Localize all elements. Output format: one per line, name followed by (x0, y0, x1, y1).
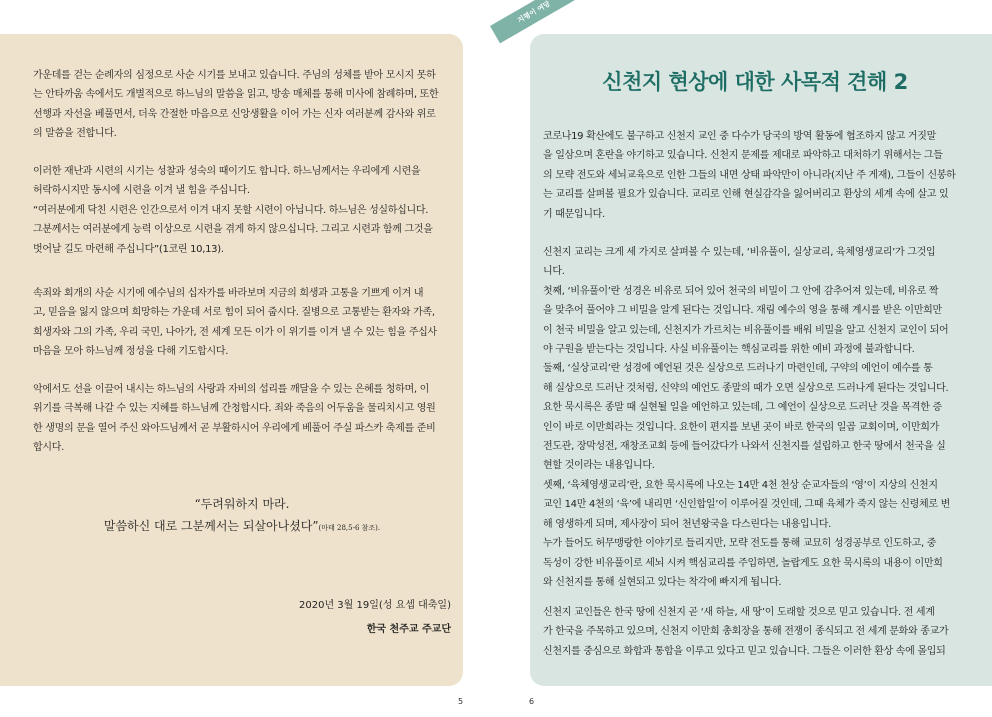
article-title: 신천지 현상에 대한 사목적 견해 2 (602, 70, 908, 94)
left-paragraph-3: 속죄와 회개의 사순 시기에 예수님의 십자가를 바라보며 지금의 희생과 고통을 기쁘게 이겨 내 고, 믿음을 잃지 않으며 희망하는 가운데 서로 힘이 되어 줍시다. 질병으로 고통받는 환자와 가족, 희생자와 그의 가족, 우리 국민, 나아가, 전 세계 모든 이가 이 위기를 이겨 낼 수 있는 힘을 주십사 마음을 모아 하느님께 정성을 다해 기도합시다. (33, 288, 437, 358)
signature-date: 2020년 3월 19일(성 요셉 대축일) (299, 600, 451, 611)
section-ribbon: 지평이 여당 (490, 0, 578, 43)
quote-line-1: “두려워하지 마라. (194, 497, 290, 511)
scripture-quote (33, 493, 451, 539)
left-paragraph-4: 악에서도 선을 이끌어 내시는 하느님의 사랑과 자비의 섭리를 깨달을 수 있는 은혜를 청하며, 이 위기를 극복해 나갈 수 있는 지혜를 하느님께 간청합시다. 죄와 죽음의 어두움을 물리치시고 영원 한 생명의 문을 열어 주신 와아드님께서 곧 부활하시어 우리에게 베풀어 주실 파스카 축제를 준비 합시다. (33, 384, 436, 454)
right-paragraph-2: 신천지 교리는 크게 세 가지로 살펴볼 수 있는데, ‘비유풀이, 실상교리, 육체영생교리’가 그것입 니다. 첫째, ‘비유풀이’란 성경은 비유로 되어 있어 천국의 비밀이 그 안에 감추어져 있는데, 비유로 짝 을 맞추어 풀어야 그 비밀을 알게 된다는 것입니다. 재림 예수의 영을 통해 계시를 받은 이만희만 이 천국 비밀을 알고 있는데, 신천지가 가르치는 비유풀이를 배워 비밀을 알고 신천지 교인이 되어 야 구원을 받는다는 것입니다. 사실 비유풀이는 핵심교리를 위한 예비 과정에 불과합니다. 둘째, ‘실상교리’란 성경에 예언된 것은 실상으로 드러나기 마련인데, 구약의 예언이 예수를 통 해 실상으로 드러난 것처럼, 신약의 예언도 종말의 때가 오면 실상으로 드러나게 된다는 것입니다. 요한 묵시록은 종말 때 실현될 일을 예언하고 있는데, 그 예언이 실상으로 드러난 것을 목격한 증 인이 바로 이만희라는 것입니다. 요한이 편지를 보낸 곳이 바로 한국의 일곱 교회이며, 이만희가 전도관, 장막성전, 재창조교회 등에 들어갔다가 나와서 신천지를 설립하고 한국 땅에서 천국을 실 현할 것이라는 내용입니다. 셋째, ‘육체영생교리’란, 요한 묵시록에 나오는 14만 4천 천상 순교자들의 ‘영’이 지상의 신천지 교인 14만 4천의 ‘육’에 내리면 ‘신인합일’이 이루어질 것인데, 그때 육체가 죽지 않는 신령체로 변 해 영생하게 되며, 제사장이 되어 천년왕국을 다스린다는 내용입니다. 누가 들어도 허무맹랑한 이야기로 들리지만, 모략 전도를 통해 교묘히 성경공부로 인도하고, 중 독성이 강한 비유풀이로 세뇌 시켜 핵심교리를 주입하면, 놀랍게도 요한 묵시록의 내용이 이만희 와 신천지를 통해 실현되고 있다는 착각에 빠지게 됩니다. (543, 247, 950, 588)
page-number-right: 6 (529, 697, 535, 706)
signature-org: 한국 천주교 주교단 (366, 624, 451, 635)
quote-line-2 (33, 515, 451, 539)
right-paragraph-3: 신천지 교인들은 한국 땅에 신천지 곧 ‘새 하늘, 새 땅’이 도래할 것으로 믿고 있습니다. 전 세계 가 한국을 주목하고 있으며, 신천지 이만희 총회장을 통해 전쟁이 종식되고 전 세계 문화와 종교가 신천지를 중심으로 화합과 통합을 이루고 있다고 믿고 있습니다. 그들은 이러한 환상 속에 몰입되 (543, 607, 949, 657)
quote-line-2-text: 말씀하신 대로 그분께서는 되살아나셨다” (103, 519, 319, 533)
left-paragraph-2: 이러한 재난과 시련의 시기는 성찰과 성숙의 때이기도 합니다. 하느님께서는 우리에게 시련을 허락하시지만 동시에 시련을 이겨 낼 힘을 주십니다. “여러분에게 닥친 시련은 인간으로서 이겨 내지 못할 시련이 아닙니다. 하느님은 성실하십니다. 그분께서는 여러분에게 능력 이상으로 시련을 겪게 하지 않으십니다. 그리고 시련과 함께 그것을 벗어날 길도 마련해 주십니다”(1코린 10,13). (33, 166, 433, 255)
right-paragraph-1: 코로나19 확산에도 불구하고 신천지 교인 중 다수가 당국의 방역 활동에 협조하지 않고 거짓말 을 일삼으며 혼란을 야기하고 있습니다. 신천지 문제를 제대로 파악하고 대처하기 위해서는 그들 의 모략 전도와 세뇌교육으로 인한 그들의 내면 상태 파악만이 아니라(지난 주 게재), 그들이 신봉하 는 교리를 살펴볼 필요가 있습니다. 교리로 인해 현실감각을 잃어버리고 환상의 세계 속에 살고 있 기 때문입니다. (543, 131, 956, 220)
page-number-left: 5 (458, 697, 464, 706)
left-paragraph-1: 가운데를 걷는 순례자의 심정으로 사순 시기를 보내고 있습니다. 주님의 성체를 받아 모시지 못하 는 안타까움 속에서도 개별적으로 하느님의 말씀을 읽고, 방송 매체를 통해 미사에 참례하며, 또한 선행과 자선을 베풀면서, 더욱 간절한 마음으로 신앙생활을 이어 가는 신자 여러분께 감사와 위로 의 말씀을 전합니다. (33, 70, 439, 140)
quote-reference: (마태 28,5-6 참조). (318, 524, 381, 532)
